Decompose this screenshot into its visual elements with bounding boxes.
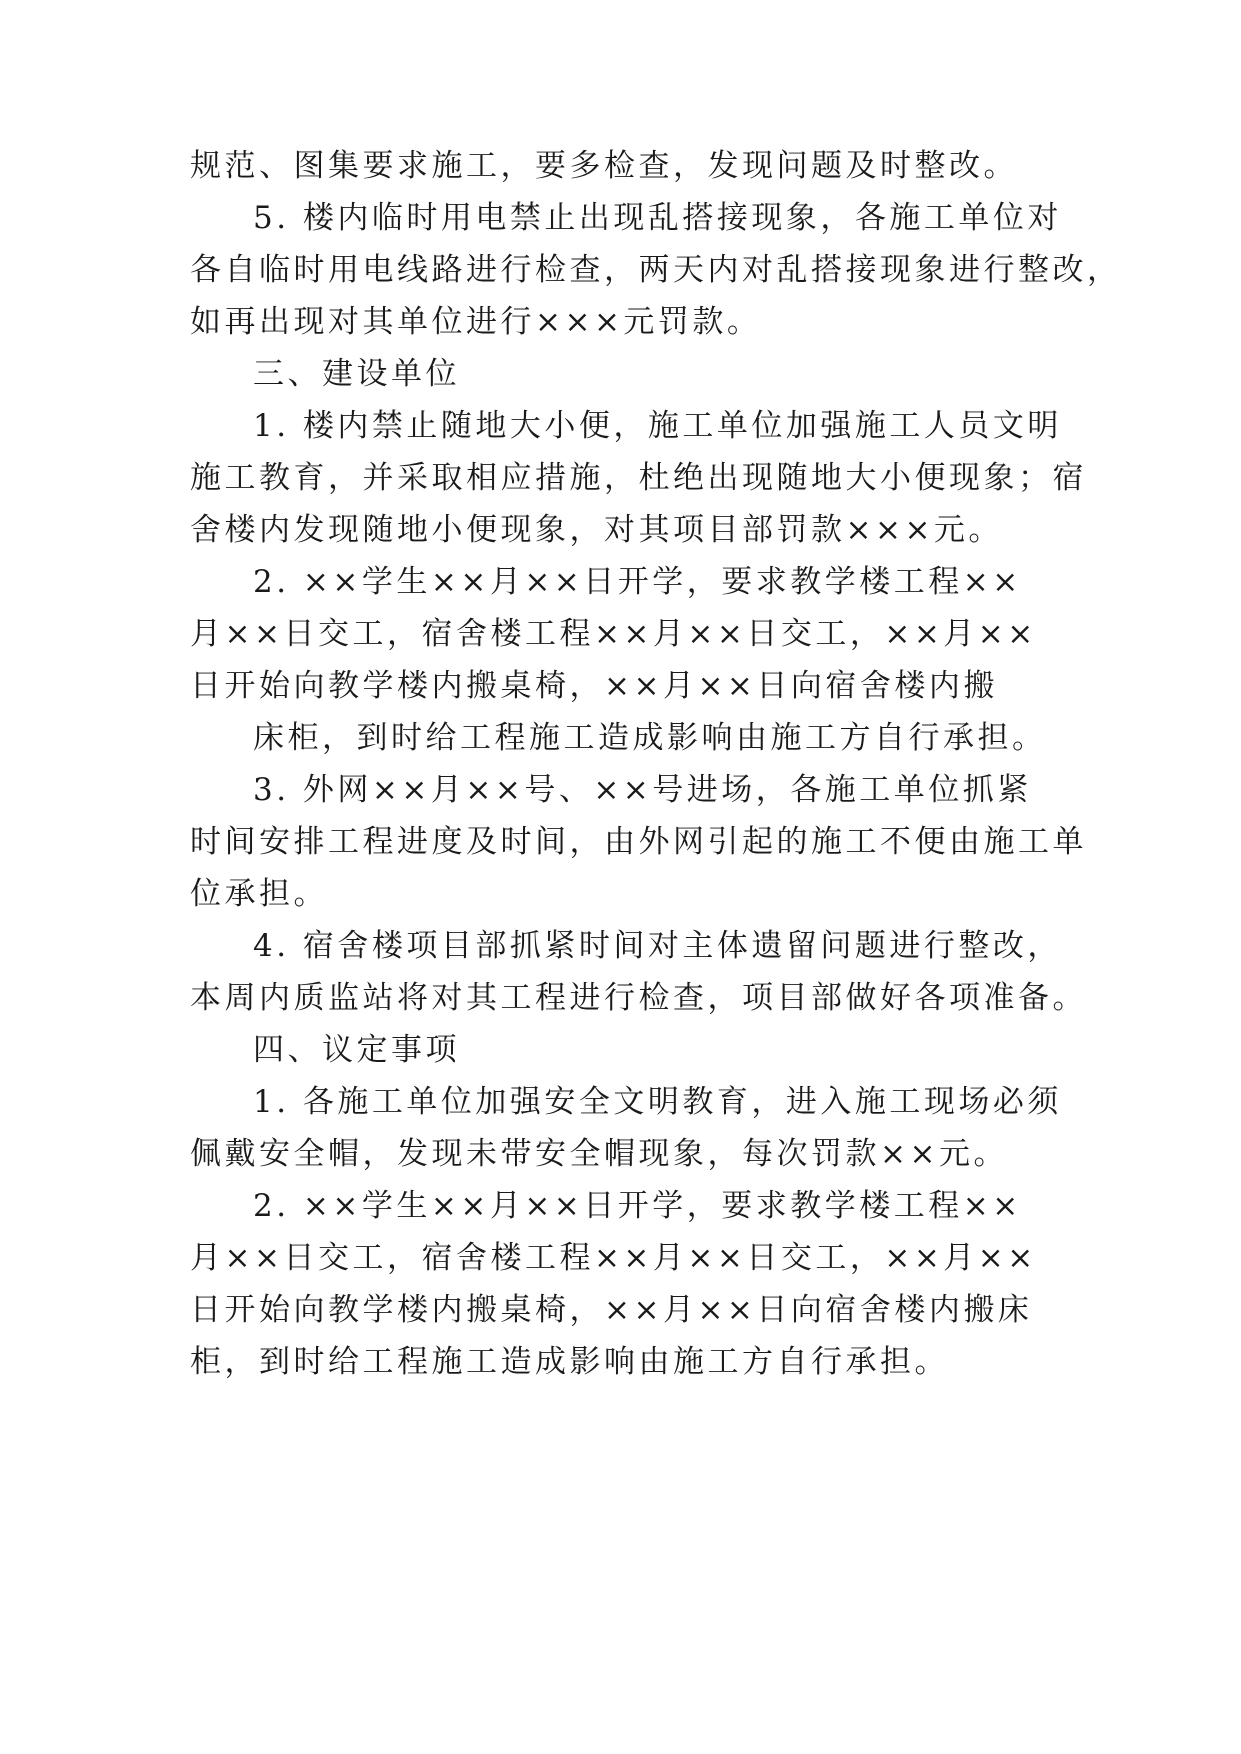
text-line: 月××日交工，宿舍楼工程××月××日交工，××月×× xyxy=(190,1240,1037,1276)
text-line: 1. 楼内禁止随地大小便，施工单位加强施工人员文明 xyxy=(253,408,1062,444)
text-line: 柜，到时给工程施工造成影响由施工方自行承担。 xyxy=(190,1344,949,1380)
text-line: 佩戴安全帽，发现未带安全帽现象，每次罚款××元。 xyxy=(190,1136,1008,1172)
section-heading: 四、议定事项 xyxy=(253,1032,460,1068)
text-line: 施工教育，并采取相应措施，杜绝出现随地大小便现象；宿 xyxy=(190,460,1087,496)
text-line: 位承担。 xyxy=(190,876,328,912)
text-line: 时间安排工程进度及时间，由外网引起的施工不便由施工单 xyxy=(190,824,1087,860)
text-line: 日开始向教学楼内搬桌椅，××月××日向宿舍楼内搬床 xyxy=(190,1292,1033,1328)
text-line: 5. 楼内临时用电禁止出现乱搭接现象，各施工单位对 xyxy=(253,200,1062,236)
text-line: 3. 外网××月××号、××号进场，各施工单位抓紧 xyxy=(253,772,1032,808)
text-line: 4. 宿舍楼项目部抓紧时间对主体遗留问题进行整改， xyxy=(253,928,1062,964)
text-line: 如再出现对其单位进行×××元罚款。 xyxy=(190,304,762,340)
section-heading: 三、建设单位 xyxy=(253,356,460,392)
text-line: 2. ××学生××月××日开学，要求教学楼工程×× xyxy=(253,564,1022,600)
text-line: 床柜，到时给工程施工造成影响由施工方自行承担。 xyxy=(253,720,1047,756)
text-line: 各自临时用电线路进行检查，两天内对乱搭接现象进行整改， xyxy=(190,252,1122,288)
text-line: 舍楼内发现随地小便现象，对其项目部罚款×××元。 xyxy=(190,512,1003,548)
text-line: 2. ××学生××月××日开学，要求教学楼工程×× xyxy=(253,1188,1022,1224)
text-line: 本周内质监站将对其工程进行检查，项目部做好各项准备。 xyxy=(190,980,1087,1016)
text-line: 1. 各施工单位加强安全文明教育，进入施工现场必须 xyxy=(253,1084,1062,1120)
text-line: 日开始向教学楼内搬桌椅，××月××日向宿舍楼内搬 xyxy=(190,668,998,704)
text-line: 月××日交工，宿舍楼工程××月××日交工，××月×× xyxy=(190,616,1037,652)
text-line: 规范、图集要求施工，要多检查，发现问题及时整改。 xyxy=(190,148,1018,184)
